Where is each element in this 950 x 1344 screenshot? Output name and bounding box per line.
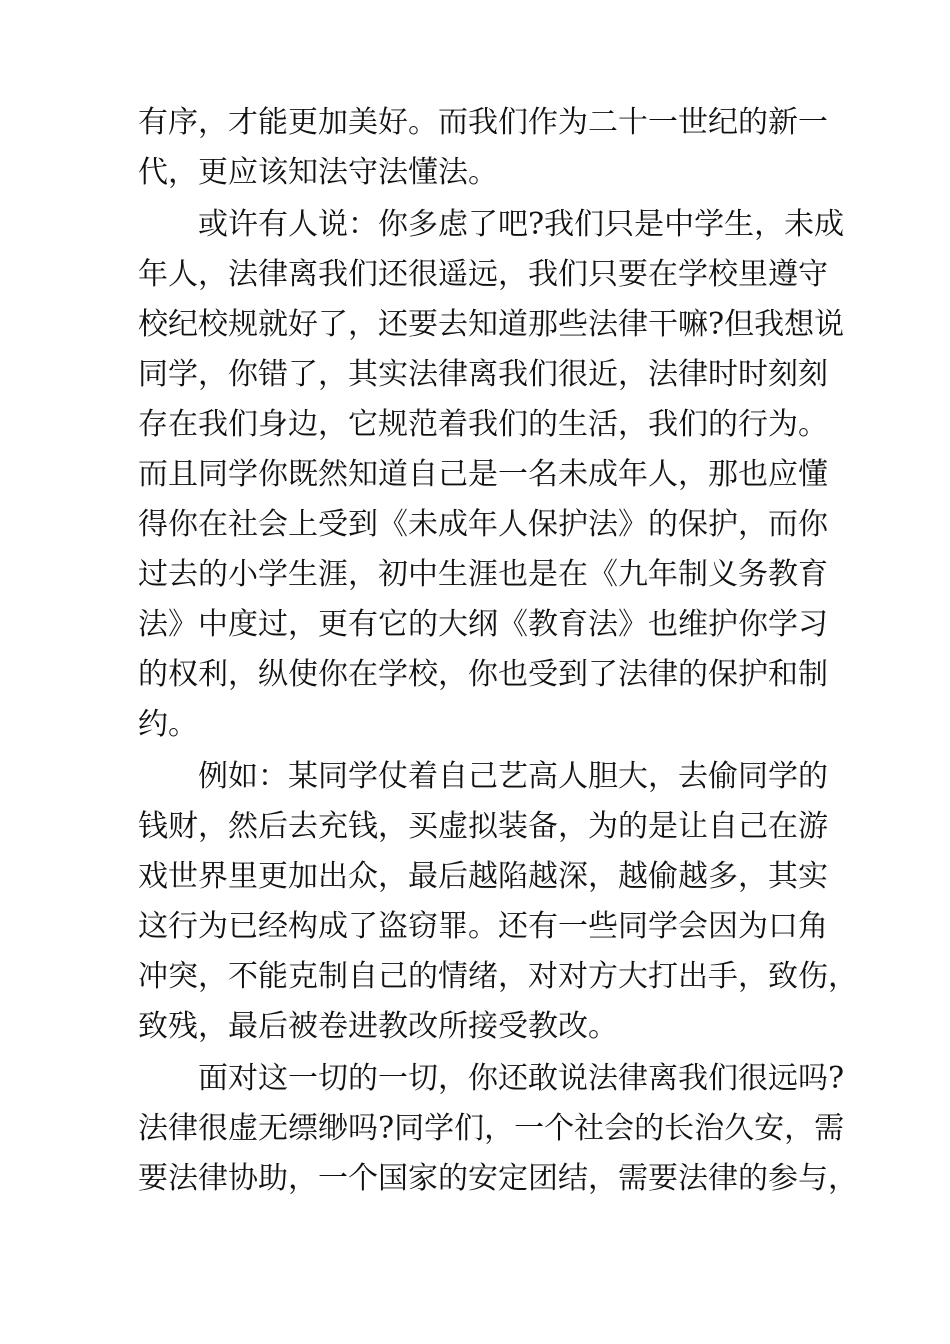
paragraph-2 [138,200,845,750]
text-line: 有序，才能更加美好。而我们作为二十一世纪的新一 [138,105,828,140]
text-line: 存在我们身边，它规范着我们的生活，我们的行为。 [138,407,828,442]
text-line: 冲突，不能克制自己的情绪，对对方大打出手，致伤， [138,959,858,994]
text-line: 校纪校规就好了，还要去知道那些法律干嘛?但我想说 [138,307,845,342]
text-line: 约。 [138,707,198,742]
text-line: 或许有人说：你多虑了吧?我们只是中学生，未成 [198,207,845,242]
paragraph-1 [138,98,828,198]
text-line: 戏世界里更加出众，最后越陷越深，越偷越多，其实 [138,859,828,894]
text-line: 法律很虚无缥缈吗?同学们，一个社会的长治久安，需 [138,1111,845,1146]
text-line: 过去的小学生涯，初中生涯也是在《九年制义务教育 [138,557,828,592]
text-line: 这行为已经构成了盗窃罪。还有一些同学会因为口角 [138,909,828,944]
text-line: 面对这一切的一切，你还敢说法律离我们很远吗? [198,1061,845,1096]
text-line: 致残，最后被卷进教改所接受教改。 [138,1009,618,1044]
text-line: 例如：某同学仗着自己艺高人胆大，去偷同学的 [198,759,828,794]
text-line: 同学，你错了，其实法律离我们很近，法律时时刻刻 [138,357,828,392]
text-line: 要法律协助，一个国家的安定团结，需要法律的参与， [138,1161,858,1196]
text-line: 代，更应该知法守法懂法。 [138,155,498,190]
text-line: 的权利，纵使你在学校，你也受到了法律的保护和制 [138,657,828,692]
text-line: 而且同学你既然知道自己是一名未成年人，那也应懂 [138,457,828,492]
paragraph-3 [138,752,858,1052]
text-line: 法》中度过，更有它的大纲《教育法》也维护你学习 [138,607,828,642]
text-line: 钱财，然后去充钱，买虚拟装备，为的是让自己在游 [138,809,828,844]
text-line: 年人，法律离我们还很遥远，我们只要在学校里遵守 [138,257,828,292]
document-page [138,98,858,1206]
paragraph-4 [138,1054,858,1204]
text-line: 得你在社会上受到《未成年人保护法》的保护，而你 [138,507,828,542]
